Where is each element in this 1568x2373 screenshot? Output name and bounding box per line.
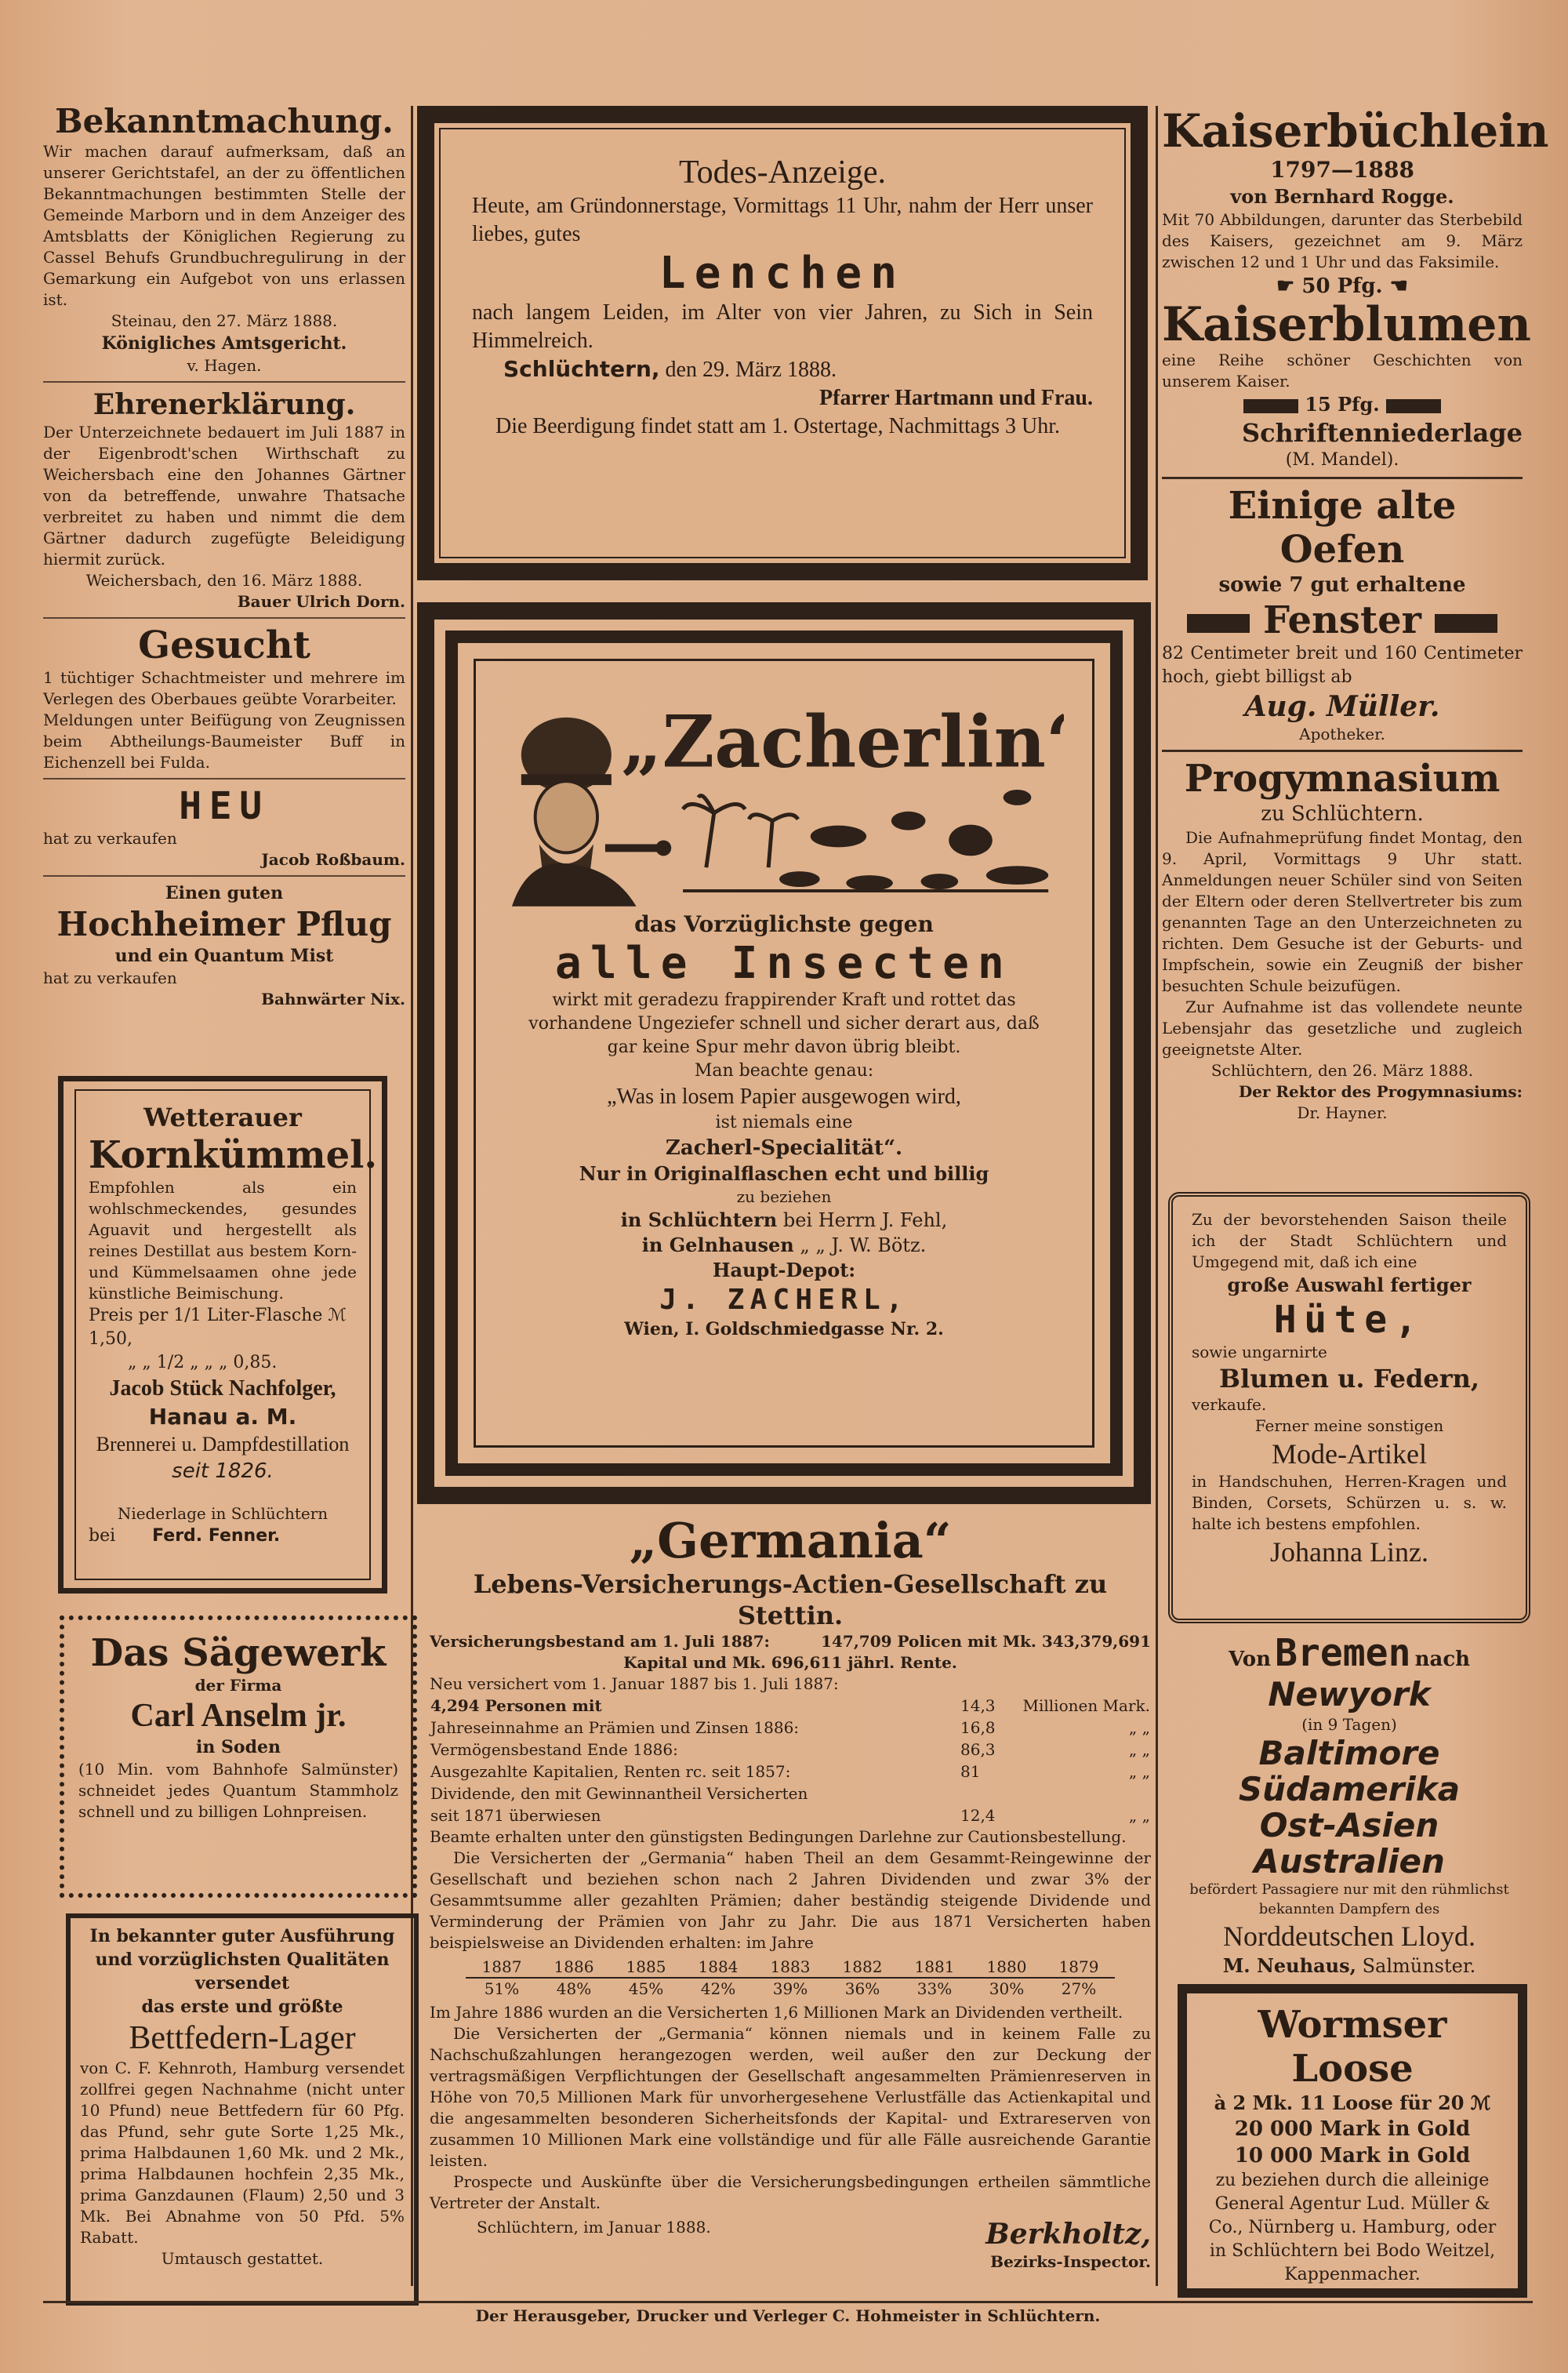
- dividend-year: 1885: [626, 1957, 666, 1976]
- germania-stats-table: [430, 1695, 1151, 1826]
- ad-city: Hanau a. M.: [148, 1404, 297, 1430]
- ad-wormser-loose: [1178, 1984, 1527, 2298]
- stats-row: [430, 1761, 1151, 1782]
- germania-role: Bezirks-Inspector.: [990, 2252, 1151, 2271]
- zacherlin-depot: Haupt-Depot:: [712, 1259, 856, 1281]
- germania-title: „Germania“: [629, 1512, 952, 1569]
- stats-cell-unit: Millionen Mark.: [1022, 1696, 1150, 1715]
- ad-intro: In bekannter guter Ausführung und vorzüglichsten Qualitäten versendet: [89, 1926, 395, 1993]
- notice-body: Wir machen darauf aufmerksam, daß an unserer Gerichtstafel, an der zu öffentlichen Bekanntmachungen bestimmten Stelle der Gemeinde Marborn und in dem Anzeiger des Amtsblatts der Königlichen Regierung zu Cassel Behufs Grundbuchregulirung in der Gemarkung ein Aufgebot von uns erlassen ist.: [43, 142, 405, 309]
- stats-row: [430, 1695, 1151, 1717]
- value: 147,709 Policen mit Mk. 343,379,691: [821, 1632, 1151, 1651]
- stats-cell-label: Vermögensbestand Ende 1886:: [430, 1740, 678, 1759]
- seller-city: in Schlüchtern: [620, 1208, 778, 1231]
- price-frac: 1/2: [156, 1353, 185, 1372]
- price-label: Preis per: [89, 1306, 169, 1325]
- obituary-date: den 29. März 1888.: [665, 358, 837, 382]
- notice-sign-name: v. Hagen.: [187, 356, 262, 375]
- pointing-hand-icon: ☛: [1276, 274, 1295, 298]
- germania-p3: Im Jahre 1886 wurden an die Versicherten 1,6 Millionen Mark an Dividenden vertheilt.: [430, 2003, 1123, 2022]
- ad-body: von C. F. Kehnroth, Hamburg versendet zollfrei gegen Nachnahme (nicht unter 10 Pfund) neue Bettfedern für 60 Pfg. das Pfund, sehr gute Sorte 1,25 Mk., prima Halbdaunen 1,60 Mk. und 2 Mk., prima Halbdaunen hochfein 2,35 Mk., prima Ganzdaunen (Flaum) 2,50 und 3 Mk. Bei Abnahme von 50 Pfd. 5% Rabatt.: [80, 2059, 405, 2247]
- ad-dealer: Ferd. Fenner.: [152, 1526, 281, 1546]
- dividend-percent: 51%: [466, 1978, 538, 1999]
- dividend-years-row: [466, 1957, 1115, 1978]
- zacherlin-seller-1: [504, 1208, 1064, 1233]
- ad-years: 1797—1888: [1270, 157, 1414, 183]
- zacherlin-headline: alle Insecten: [555, 938, 1013, 989]
- price-value: 1,50,: [89, 1329, 132, 1349]
- ad-gesucht: [43, 623, 405, 773]
- notice-sign-court: Königliches Amtsgericht.: [101, 333, 347, 354]
- price-currency: ℳ: [328, 1306, 347, 1325]
- stats-cell-label: seit 1871 überwiesen: [430, 1806, 601, 1825]
- ad-body: befördert Passagiere nur mit den rühmlichst bekannten Dampfern des: [1189, 1881, 1509, 1917]
- obituary-funeral: Die Beerdigung findet statt am 1. Ostertage, Nachmittags 3 Uhr.: [495, 414, 1061, 438]
- ad-kicker: Einen guten: [165, 883, 284, 903]
- notice-title: Progymnasium: [1184, 757, 1501, 801]
- ad-line: Norddeutschen Lloyd.: [1223, 1921, 1475, 1952]
- ad-heading: [1168, 1631, 1530, 1675]
- ad-kicker: das erste und größte: [141, 1997, 343, 2017]
- ad-since: seit 1826.: [172, 1459, 274, 1483]
- ad-sign: Bahnwärter Nix.: [261, 990, 405, 1008]
- ad-title: Kaiserbüchlein: [1162, 104, 1549, 158]
- notice-name: Dr. Hayner.: [1297, 1103, 1388, 1122]
- notice-progymnasium: [1162, 757, 1523, 1124]
- notice-date: Steinau, den 27. März 1888.: [111, 311, 338, 330]
- zacherlin-seller-2: [504, 1233, 1064, 1258]
- notice-sign: Bauer Ulrich Dorn.: [237, 592, 405, 611]
- germania-p2: Die Versicherten der „Germania“ haben Theil an dem Gesammt-Reingewinne der Gesellschaft und beziehen schon nach 2 Jahren Dividenden und zwar 3% der Gesammtsumme aller gezahlten Prämien; daher beständig steigende Dividende und Verminderung der Prämien von Jahr zu Jahr. Die aus 1871 Versicherten haben beispielsweise an Dividenden erhalten: im Jahre: [430, 1848, 1151, 1952]
- ad-depot: Niederlage in Schlüchtern: [117, 1504, 328, 1523]
- dividend-year: 1880: [986, 1957, 1027, 1976]
- ad-name: Johanna Linz.: [1270, 1536, 1428, 1568]
- notice-body: Der Unterzeichnete bedauert im Juli 1887 in der Eigenbrodt'schen Wirthschaft zu Weichersbach eine den Johannes Gärtner von da betreffende, unwahre Thatsache verbreitet zu haben und nimmt die dem Gärtner dadurch zugefügte Beleidigung hiermit zurück.: [43, 423, 405, 569]
- left-column: [43, 102, 405, 1010]
- stats-cell-unit: „ „: [1128, 1762, 1150, 1781]
- ad-body: 1 tüchtiger Schachtmeister und mehrere im Verlegen des Oberbaues geübte Vorarbeiter.: [43, 668, 405, 708]
- germania-line-2: Kapital und Mk. 696,611 jährl. Rente.: [623, 1653, 957, 1672]
- obituary-line2: nach langem Leiden, im Alter von vier Jahren, zu Sich in Sein Himmelreich.: [472, 300, 1093, 353]
- dividend-percent: 45%: [610, 1978, 682, 1999]
- notice-sign: Der Rektor des Progymnasiums:: [1238, 1082, 1523, 1101]
- zacherlin-quote-3: Zacherl-Specialität“.: [665, 1136, 903, 1160]
- ad-role: Apotheker.: [1299, 725, 1385, 743]
- ad-zacherlin: [417, 602, 1151, 1504]
- ad-dest-4: Australien: [1254, 1842, 1445, 1881]
- ad-fenster-line: [1162, 598, 1523, 642]
- dividend-year: 1881: [914, 1957, 955, 1976]
- germania-sign: Berkholtz,: [985, 2218, 1151, 2251]
- ad-author: von Bernhard Rogge.: [1230, 185, 1454, 208]
- column-divider-right: [1156, 106, 1158, 2286]
- ad-bettfedern: [66, 1913, 419, 2306]
- obituary-title: Todes-Anzeige.: [678, 154, 887, 191]
- ad-owner: (M. Mandel).: [1285, 450, 1399, 470]
- stats-row: [430, 1782, 1151, 1804]
- separator: [43, 617, 405, 619]
- notice-date: Weichersbach, den 16. März 1888.: [85, 571, 363, 590]
- ad-bremen: [1168, 1631, 1530, 1976]
- separator: [43, 875, 405, 877]
- germania-sign-row: [430, 2217, 1151, 2251]
- ad-firm: Jacob Stück Nachfolger,: [109, 1376, 336, 1401]
- ad-sub-2: Blumen u. Federn,: [1219, 1364, 1479, 1394]
- dividend-percent: 48%: [538, 1978, 610, 1999]
- ad-kornkuemmel: [58, 1076, 387, 1594]
- obituary-place: Schlüchtern,: [503, 356, 660, 382]
- stats-cell-unit: [1016, 1782, 1151, 1804]
- dividend-year: 1879: [1058, 1957, 1099, 1976]
- ad-title: Kornkümmel.: [89, 1133, 378, 1177]
- stats-cell-value: 14,3: [960, 1696, 996, 1715]
- dividend-table: [466, 1957, 1115, 1999]
- ad-bei: bei: [89, 1526, 116, 1546]
- ad-von: Von: [1228, 1648, 1271, 1671]
- dividend-year: 1882: [842, 1957, 883, 1976]
- germania-line-3: Neu versichert vom 1. Januar 1887 bis 1. Juli 1887:: [430, 1674, 839, 1693]
- ad-intro: Zu der bevorstehenden Saison theile ich der Stadt Schlüchtern und Umgegend mit, daß ich eine: [1192, 1210, 1507, 1271]
- dividend-year: 1883: [770, 1957, 811, 1976]
- zacherlin-only: Nur in Originalflaschen echt und billig: [579, 1162, 989, 1185]
- separator: [1162, 750, 1523, 752]
- bar-ornament: [1187, 614, 1250, 633]
- ad-days: (in 9 Tagen): [1301, 1715, 1397, 1734]
- dividend-percent: 39%: [754, 1978, 826, 1999]
- notice-body-2: Zur Aufnahme ist das vollendete neunte Lebensjahr das gesetzliche und zugleich geeignetste Alter.: [1162, 998, 1523, 1059]
- ad-kaiserblumen: [1162, 297, 1532, 472]
- dividend-percent: 36%: [826, 1978, 898, 1999]
- ad-bremen: Bremen: [1275, 1631, 1411, 1675]
- ad-huete: [1168, 1192, 1530, 1623]
- germania-p4: Die Versicherten der „Germania“ können niemals und in keinem Falle zu Nachschußzahlungen herangezogen werden, weil außer den zur Deckung der vertragsmäßigen Verpflichtungen der Gesellschaft angesammelten Prämienreserven in Höhe von 70,5 Millionen Mark für unvorhergesehene Verlustfälle das Actienkapital und die angesammelten besonderen Sicherheitsfonds der Kapital- und Extrareserven von zusammen 10 Millionen Mark eine vollständige und für alle Fälle ausreichende Garantie leisten.: [430, 2024, 1151, 2170]
- ad-heu: [43, 784, 405, 870]
- zacherlin-quote: „Was in losem Papier ausgewogen wird,: [607, 1085, 961, 1109]
- ad-body: Mit 70 Abbildungen, darunter das Sterbebild des Kaisers, gezeichnet am 9. März zwischen 12 und 1 Uhr und das Faksimile.: [1162, 210, 1523, 271]
- separator: [43, 778, 405, 779]
- germania-date: Schlüchtern, im Januar 1888.: [477, 2218, 711, 2237]
- separator: [43, 381, 405, 383]
- ad-title: Bettfedern-Lager: [129, 2020, 356, 2056]
- ad-body: 82 Centimeter breit und 160 Centimeter hoch, giebt billigst ab: [1162, 644, 1523, 687]
- dividend-percent: 42%: [682, 1978, 754, 1999]
- ad-line-2: hat zu verkaufen: [43, 968, 177, 987]
- ad-dest-1: Baltimore: [1258, 1734, 1440, 1772]
- price-value: 0,85.: [233, 1353, 278, 1372]
- ad-footer: Umtausch gestattet.: [161, 2249, 324, 2268]
- ad-price-line: [1162, 273, 1523, 300]
- stats-cell-value: 81: [960, 1762, 981, 1781]
- ad-germania: [430, 1514, 1151, 2298]
- ad-line: und ein Quantum Mist: [114, 946, 334, 966]
- stats-cell-unit: „ „: [1128, 1718, 1150, 1737]
- obituary-line1: Heute, am Gründonnerstage, Vormittags 11 Uhr, nahm der Herr unser liebes, gutes: [472, 194, 1093, 246]
- footer-imprint: Der Herausgeber, Drucker und Verleger C. Hohmeister in Schlüchtern.: [475, 2306, 1101, 2325]
- ad-title: Kaiserblumen: [1162, 297, 1532, 352]
- ad-line: hat zu verkaufen: [43, 829, 177, 848]
- dividend-year: 1884: [698, 1957, 739, 1976]
- right-column: [1162, 104, 1549, 1124]
- ad-sub: sowie 7 gut erhaltene: [1218, 573, 1466, 597]
- ad-title: Hochheimer Pflug: [56, 905, 392, 943]
- separator: [1162, 477, 1523, 479]
- zacherlin-brand: „Zacherlin“: [621, 699, 1064, 784]
- ad-price-line: [1162, 392, 1523, 417]
- ad-price: 50 Pfg.: [1301, 274, 1383, 298]
- notice-bekanntmachung: [43, 102, 405, 376]
- ad-mode: Mode-Artikel: [1272, 1438, 1427, 1470]
- ad-win-2: 10 000 Mark in Gold: [1234, 2144, 1471, 2168]
- ad-big: große Auswahl fertiger: [1227, 1274, 1472, 1296]
- dividend-year: 1886: [554, 1957, 594, 1976]
- notice-title: Ehrenerklärung.: [93, 388, 356, 421]
- ad-win-1: 20 000 Mark in Gold: [1234, 2117, 1471, 2141]
- stats-cell-value: 16,8: [960, 1718, 996, 1737]
- ad-title: HEU: [179, 784, 270, 828]
- dividend-percent-row: [466, 1978, 1115, 1999]
- ad-title: Hüte,: [1273, 1298, 1425, 1342]
- dividend-percent: 33%: [898, 1978, 971, 1999]
- obituary-sign: Pfarrer Hartmann und Frau.: [819, 386, 1093, 410]
- ad-dealer-line: [89, 1524, 357, 1548]
- price-unit: Liter-Flasche: [206, 1306, 323, 1325]
- ad-name: Aug. Müller.: [1244, 690, 1440, 723]
- stats-row: [430, 1717, 1151, 1739]
- germania-subtitle: Lebens-Versicherungs-Actien-Gesellschaft zu Stettin.: [473, 1569, 1108, 1630]
- pointing-hand-icon: ☚: [1389, 274, 1408, 298]
- ad-sub-3: verkaufe.: [1192, 1395, 1267, 1414]
- notice-ehrenerklaerung: [43, 387, 405, 612]
- ad-todesanzeige: [417, 106, 1148, 580]
- ad-sub-1: sowie ungarnirte: [1192, 1343, 1327, 1361]
- ad-title: Gesucht: [138, 623, 310, 667]
- notice-title: Bekanntmachung.: [55, 102, 394, 140]
- bar-ornament: [1386, 399, 1441, 413]
- price-frac: 1/1: [173, 1306, 201, 1325]
- ad-price: 15 Pfg.: [1305, 393, 1380, 416]
- ad-name: Carl Anselm jr.: [130, 1698, 347, 1734]
- ad-body: Empfohlen als ein wohlschmeckendes, gesundes Aguavit und hergestellt als reines Destillat aus bestem Korn- und Kümmelsaamen ohne jede künstliche Beimischung.: [89, 1178, 357, 1303]
- ad-title: Wormser Loose: [1258, 2003, 1447, 2091]
- ad-saegewerk: [60, 1615, 417, 1898]
- label: Versicherungsbestand am 1. Juli 1887:: [430, 1632, 770, 1651]
- seller-city: in Gelnhausen: [641, 1234, 794, 1256]
- germania-p1: Beamte erhalten unter den günstigsten Bedingungen Darlehne zur Cautionsbestellung.: [430, 1827, 1127, 1846]
- ad-body: (10 Min. vom Bahnhofe Salmünster) schneidet jedes Quantum Stammholz schnell und zu billigen Lohnpreisen.: [78, 1760, 398, 1821]
- seller-name: bei Herrn J. Fehl,: [782, 1209, 948, 1231]
- stats-cell-label: Jahreseinnahme an Prämien und Zinsen 1886:: [430, 1718, 800, 1737]
- bar-ornament: [1243, 399, 1298, 413]
- zacherlin-zu: zu beziehen: [736, 1187, 832, 1206]
- obituary-name: Lenchen: [659, 248, 906, 299]
- stats-cell-value: 12,4: [960, 1806, 996, 1825]
- bar-ornament: [1435, 614, 1497, 633]
- seller-name: „ „ J. W. Bötz.: [800, 1234, 927, 1256]
- price-line-2: „ „ 1/2 „ „ „ 0,85.: [128, 1353, 278, 1372]
- germania-line-1: [430, 1631, 1151, 1652]
- ad-dest-2: Südamerika: [1238, 1770, 1461, 1808]
- zacherlin-address: Wien, I. Goldschmiedgasse Nr. 2.: [624, 1319, 944, 1339]
- ad-sign: Jacob Roßbaum.: [261, 850, 405, 869]
- ad-shop: Schriftenniederlage: [1241, 418, 1523, 448]
- zacherlin-body: wirkt mit geradezu frappirender Kraft und rottet das vorhandene Ungeziefer schnell und sicher derart aus, daß gar keine Spur mehr davon übrig bleibt.: [528, 990, 1040, 1057]
- ad-title: Das Sägewerk: [90, 1631, 387, 1675]
- insects-and-palms-icon: [683, 790, 1048, 891]
- notice-date: Schlüchtern, den 26. März 1888.: [1210, 1061, 1474, 1080]
- ad-kaiserbuechlein: [1162, 104, 1549, 300]
- ad-place: in Soden: [196, 1737, 281, 1757]
- ad-price-line: à 2 Mk. 11 Loose für 20 ℳ: [1214, 2091, 1491, 2114]
- ad-title: Einige alte Oefen: [1228, 484, 1457, 572]
- ad-body: in Handschuhen, Herren-Kragen und Binden, Corsets, Schürzen u. s. w. halte ich bestens empfohlen.: [1192, 1472, 1507, 1533]
- stats-cell-label: 4,294 Personen mit: [430, 1696, 602, 1715]
- ad-body: eine Reihe schöner Geschichten von unserem Kaiser.: [1162, 351, 1523, 391]
- obituary-date-line: [472, 355, 1093, 384]
- ad-agent: M. Neuhaus,: [1222, 1954, 1356, 1977]
- ad-fenster: Fenster: [1263, 598, 1421, 642]
- ad-newyork: Newyork: [1268, 1675, 1431, 1713]
- ad-dest-3: Ost-Asien: [1259, 1806, 1439, 1844]
- stats-cell-value: [960, 1782, 1016, 1804]
- zacherlin-quote-2: ist niemals eine: [715, 1113, 853, 1132]
- ad-oefen: [1162, 484, 1523, 745]
- ad-agent-city: Salmünster.: [1362, 1955, 1476, 1977]
- ad-nach: nach: [1414, 1648, 1471, 1671]
- stats-cell-label: Ausgezahlte Kapitalien, Renten rc. seit 1857:: [430, 1762, 791, 1781]
- stats-cell-unit: „ „: [1128, 1740, 1150, 1759]
- ad-kicker: Wetterauer: [143, 1103, 302, 1132]
- notice-body: Die Aufnahmeprüfung findet Montag, den 9. April, Vormittags 9 Uhr statt. Anmeldungen neuer Schüler sind von Seiten der Eltern oder deren Stellvertreter bis zum genannten Tage an den Unterzeichneten zu richten. Dem Gesuche ist der Geburts- und Impfschein, sowie ein Zeugniß der bisher besuchten Schule beizufügen.: [1162, 828, 1523, 995]
- ad-trade: Brennerei u. Dampfdestillation: [96, 1433, 350, 1455]
- ad-firma: der Firma: [194, 1676, 282, 1695]
- zacherlin-illustration: [504, 680, 1064, 907]
- dividend-year: 1887: [481, 1957, 522, 1976]
- stats-cell-label: Dividende, den mit Gewinnantheil Versicherten: [430, 1784, 808, 1803]
- price-line-1: [89, 1304, 357, 1351]
- ad-body: zu beziehen durch die alleinige General Agentur Lud. Müller & Co., Nürnberg u. Hamburg, oder in Schlüchtern bei Bodo Weitzel, Kappenmacher.: [1208, 2171, 1497, 2284]
- germania-p5: Prospecte und Auskünfte über die Versicherungsbedingungen ertheilen sämmtliche Vertreter der Anstalt.: [430, 2172, 1151, 2212]
- ad-pflug: [43, 881, 405, 1010]
- dividend-percent: 27%: [1043, 1978, 1115, 1999]
- ad-line: Ferner meine sonstigen: [1254, 1416, 1444, 1435]
- stats-row: [430, 1804, 1151, 1826]
- ad-body-2: Meldungen unter Beifügung von Zeugnissen beim Abtheilungs-Baumeister Buff in Eichenzell bei Fulda.: [43, 710, 405, 772]
- stats-cell-value: 86,3: [960, 1740, 996, 1759]
- dividend-percent: 30%: [971, 1978, 1043, 1999]
- zacherlin-note: Man beachte genau:: [694, 1061, 874, 1081]
- zacherlin-tag: das Vorzüglichste gegen: [634, 911, 934, 937]
- ad-agent-line: [1168, 1953, 1530, 1979]
- notice-sub: zu Schlüchtern.: [1261, 802, 1424, 826]
- stats-cell-unit: „ „: [1128, 1806, 1150, 1825]
- zacherlin-company: J. ZACHERL,: [659, 1284, 909, 1316]
- footer-rule: [43, 2301, 1533, 2303]
- stats-row: [430, 1739, 1151, 1761]
